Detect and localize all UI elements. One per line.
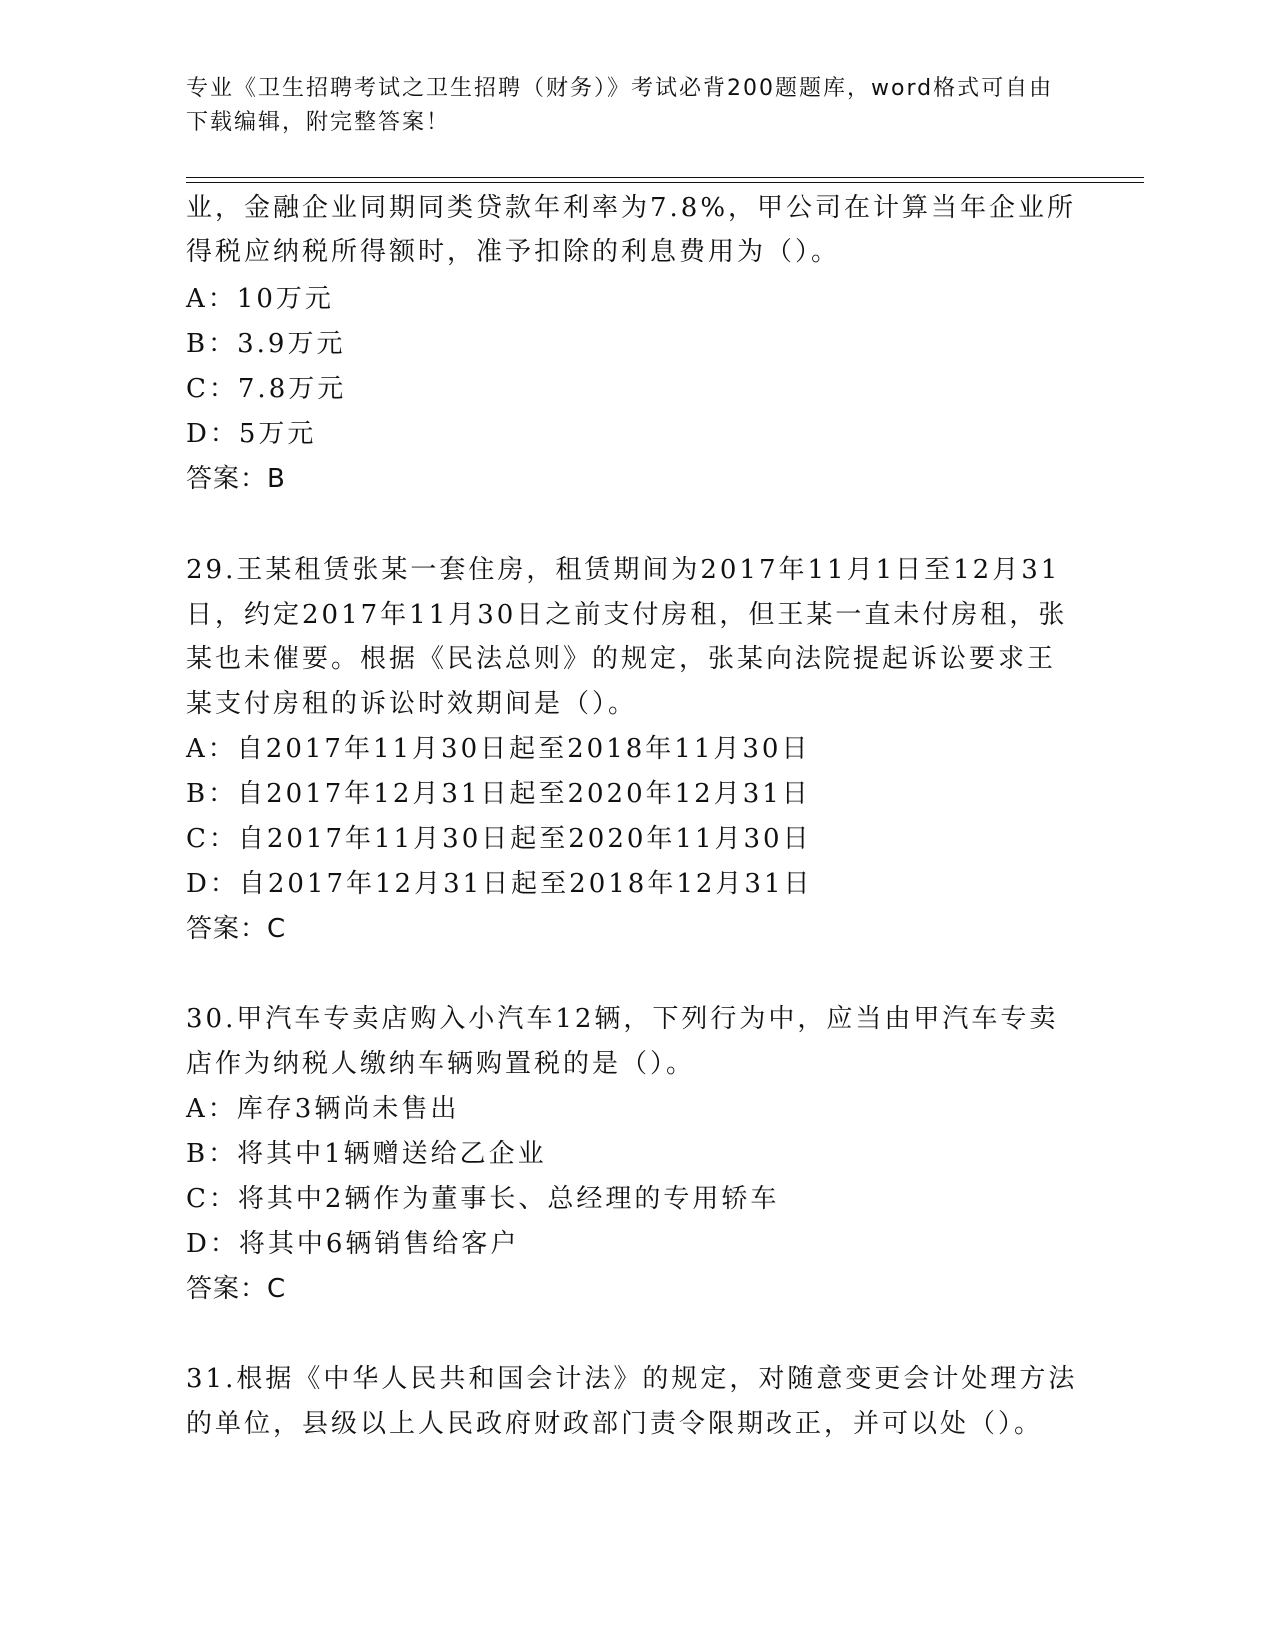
question-28-text-line: 业，金融企业同期同类贷款年利率为7.8%，甲公司在计算当年企业所: [186, 193, 1077, 223]
question-28-option-d: D：5万元: [186, 419, 317, 449]
question-28-option-a: A：10万元: [186, 284, 334, 314]
question-29-text-line: 日，约定2017年11月30日之前支付房租，但王某一直未付房租，张: [186, 600, 1068, 630]
question-28-answer: 答案：B: [186, 464, 286, 494]
question-29-answer: 答案：C: [186, 914, 287, 944]
question-29-option-a: A：自2017年11月30日起至2018年11月30日: [186, 734, 811, 764]
question-30-answer: 答案：C: [186, 1274, 287, 1304]
question-30-option-b: B：将其中1辆赠送给乙企业: [186, 1139, 547, 1169]
question-29-option-d: D：自2017年12月31日起至2018年12月31日: [186, 869, 813, 899]
question-28-option-b: B：3.9万元: [186, 329, 346, 359]
question-30-option-a: A：库存3辆尚未售出: [186, 1094, 460, 1124]
document-header: 专业《卫生招聘考试之卫生招聘（财务）》考试必背200题题库，word格式可自由下载编辑，附完整答案！: [186, 76, 1054, 135]
question-28-text-line: 得税应纳税所得额时，准予扣除的利息费用为（）。: [186, 237, 841, 267]
question-28-option-c: C：7.8万元: [186, 374, 347, 404]
question-29-option-c: C：自2017年11月30日起至2020年11月30日: [186, 824, 812, 854]
question-30-option-c: C：将其中2辆作为董事长、总经理的专用轿车: [186, 1184, 780, 1214]
question-30-text-line: 店作为纳税人缴纳车辆购置税的是（）。: [186, 1049, 696, 1079]
header-rule-top: [186, 177, 1144, 178]
question-30-option-d: D：将其中6辆销售给客户: [186, 1229, 520, 1259]
header-rule-bottom: [186, 182, 1144, 183]
question-30-text-line: 30.甲汽车专卖店购入小汽车12辆，下列行为中，应当由甲汽车专卖: [186, 1004, 1059, 1034]
question-29-text-line: 29.王某租赁张某一套住房，租赁期间为2017年11月1日至12月31: [186, 555, 1061, 585]
question-31-text-line: 的单位，县级以上人民政府财政部门责令限期改正，并可以处（）。: [186, 1409, 1044, 1439]
question-31-text-line: 31.根据《中华人民共和国会计法》的规定，对随意变更会计处理方法: [186, 1364, 1078, 1394]
question-29-option-b: B：自2017年12月31日起至2020年12月31日: [186, 779, 811, 809]
question-29-text-line: 某支付房租的诉讼时效期间是（）。: [186, 689, 638, 719]
question-29-text-line: 某也未催要。根据《民法总则》的规定，张某向法院提起诉讼要求王: [186, 644, 1057, 674]
